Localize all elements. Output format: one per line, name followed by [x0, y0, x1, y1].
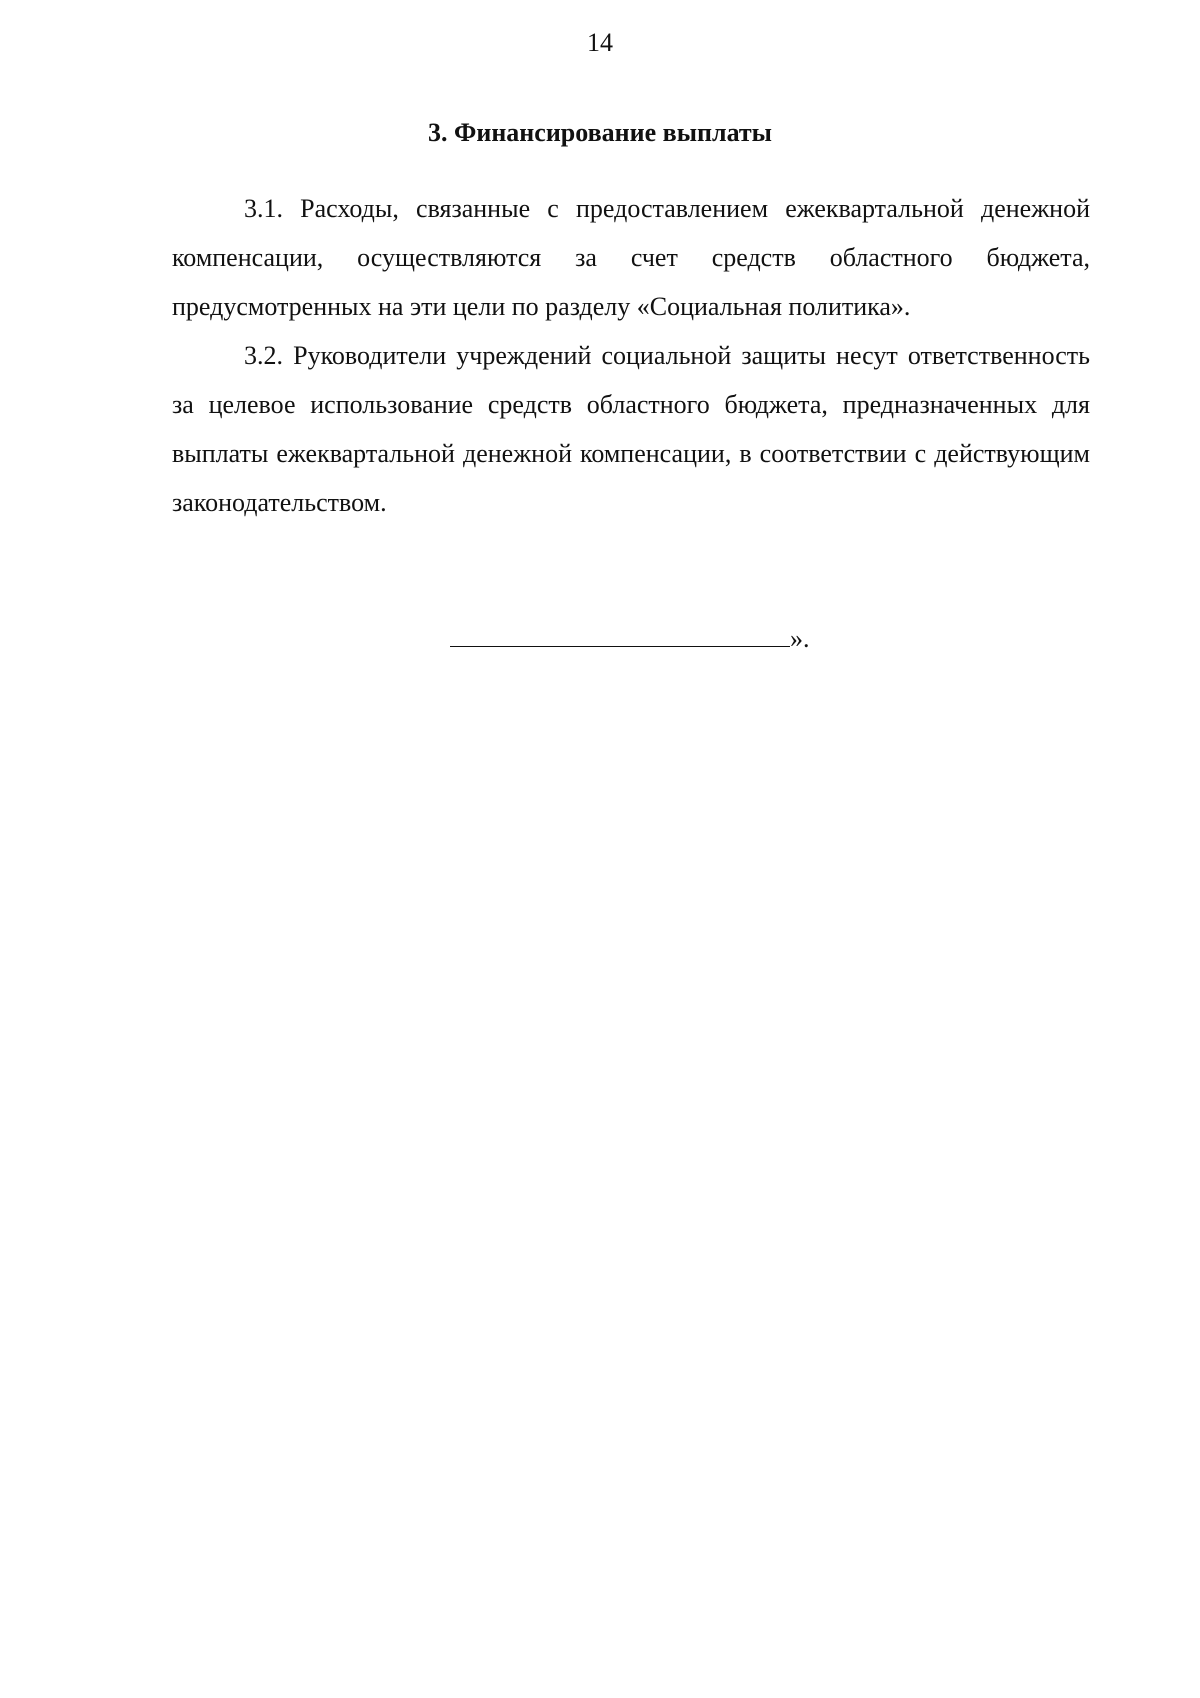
closing-underline	[450, 618, 790, 647]
page-number: 14	[587, 28, 613, 57]
closing-quote-mark: ».	[790, 624, 810, 653]
closing-line-block	[450, 618, 850, 657]
section-heading: 3. Финансирование выплаты	[428, 118, 772, 147]
paragraph-3-1: 3.1. Расходы, связанные с предоставлением ежеквартальной денежной компенсации, осуществляются за счет средств областного бюджета, предусмотренных на эти цели по разделу «Социальная политика».	[172, 194, 1090, 321]
paragraph-3-2: 3.2. Руководители учреждений социальной защиты несут ответственность за целевое использование средств областного бюджета, предназначенных для выплаты ежеквартальной денежной компенсации, в соответствии с действующим законодательством.	[172, 341, 1090, 517]
section-body	[172, 184, 1090, 527]
